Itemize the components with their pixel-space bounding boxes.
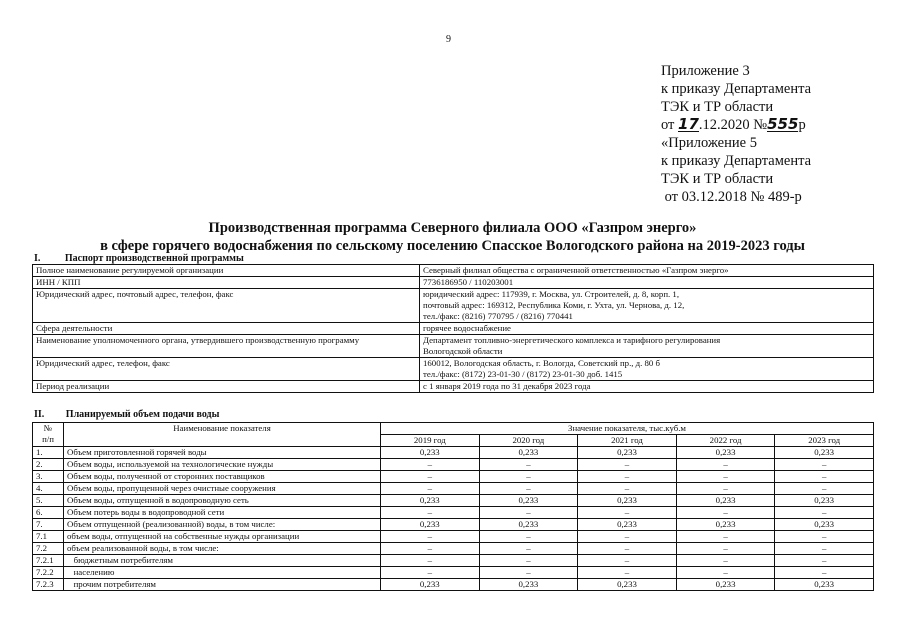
row-indicator-name: Объем воды, отпущенной в водопроводную сеть <box>64 495 381 507</box>
row-value: – <box>578 543 677 555</box>
appendix-line: к приказу Департамента <box>661 153 812 169</box>
passport-row <box>33 277 874 289</box>
row-indicator-name: объем реализованной воды, в том числе: <box>64 543 381 555</box>
row-value: 0,233 <box>381 495 480 507</box>
row-value: – <box>676 543 775 555</box>
handwritten-day: 17 <box>678 115 699 133</box>
row-value: – <box>479 543 578 555</box>
table-row <box>33 483 874 495</box>
section-2-number: II. <box>34 409 45 420</box>
row-value: – <box>578 531 677 543</box>
row-value: – <box>775 507 874 519</box>
row-value: 0,233 <box>578 519 677 531</box>
passport-value <box>420 358 874 381</box>
passport-value-line: почтовый адрес: 169312, Республика Коми, г. Ухта, ул. Чернова, д. 12, <box>423 300 685 310</box>
row-value: – <box>381 567 480 579</box>
document-title-line-1: Производственная программа Северного филиала ООО «Газпром энерго» <box>208 220 697 236</box>
date-rest: .12.2020 № <box>698 117 768 133</box>
passport-value-line: тел./факс: (8216) 770795 / (8216) 770441 <box>423 311 573 321</box>
passport-value-line: Вологодской области <box>423 346 503 356</box>
passport-value <box>420 289 874 323</box>
row-value: – <box>381 507 480 519</box>
row-indicator-name: Объем отпущенной (реализованной) воды, в том числе: <box>64 519 381 531</box>
passport-value-line: юридический адрес: 117939, г. Москва, ул. Строителей, д. 8, корп. 1, <box>423 289 680 299</box>
row-number: 7.2 <box>33 543 64 555</box>
row-value: – <box>578 567 677 579</box>
passport-value <box>420 323 874 335</box>
row-value: – <box>479 507 578 519</box>
row-number: 7.2.3 <box>33 579 64 591</box>
row-value: – <box>676 531 775 543</box>
passport-row <box>33 289 874 323</box>
header-year: 2019 год <box>381 435 480 447</box>
row-value: 0,233 <box>381 579 480 591</box>
row-value: – <box>676 483 775 495</box>
table-row <box>33 519 874 531</box>
passport-row <box>33 358 874 381</box>
appendix-date-line <box>661 116 811 134</box>
passport-value-line: 160012, Вологодская область, г. Вологда, Советский пр., д. 80 б <box>423 358 661 368</box>
row-indicator-name: Объем приготовленной горячей воды <box>64 447 381 459</box>
header-indicator-name: Наименование показателя <box>64 423 381 447</box>
handwritten-order-number: 555 <box>767 115 799 133</box>
water-volume-table <box>32 422 874 591</box>
row-value: – <box>775 471 874 483</box>
section-1-number: I. <box>34 253 41 264</box>
row-value: 0,233 <box>775 447 874 459</box>
row-value: 0,233 <box>775 495 874 507</box>
passport-row <box>33 335 874 358</box>
passport-label: ИНН / КПП <box>33 277 420 289</box>
passport-value-line: Департамент топливно-энергетического комплекса и тарифного регулирования <box>423 335 721 345</box>
row-value: 0,233 <box>479 519 578 531</box>
passport-label: Юридический адрес, почтовый адрес, телефон, факс <box>33 289 420 323</box>
row-indicator-name: Объем воды, пропущенной через очистные сооружения <box>64 483 381 495</box>
row-value: – <box>479 471 578 483</box>
row-value: – <box>676 555 775 567</box>
row-value: – <box>775 531 874 543</box>
row-value: – <box>479 483 578 495</box>
row-value: – <box>775 555 874 567</box>
row-number: 5. <box>33 495 64 507</box>
row-number: 3. <box>33 471 64 483</box>
appendix-line: ТЭК и ТР области <box>661 171 774 187</box>
table-row <box>33 507 874 519</box>
row-value: 0,233 <box>578 579 677 591</box>
row-value: – <box>381 531 480 543</box>
passport-row <box>33 323 874 335</box>
order-suffix: р <box>798 117 806 133</box>
row-value: – <box>775 567 874 579</box>
row-value: 0,233 <box>479 579 578 591</box>
table-row <box>33 495 874 507</box>
row-value: 0,233 <box>479 447 578 459</box>
appendix-block <box>661 62 811 206</box>
passport-label: Юридический адрес, телефон, факс <box>33 358 420 381</box>
passport-value-line: 7736186950 / 110203001 <box>423 277 514 287</box>
row-value: – <box>676 471 775 483</box>
document-title-line-2: в сфере горячего водоснабжения по сельскому поселению Спасское Вологодского района на 2019-2023 годы <box>100 238 805 254</box>
row-number: 6. <box>33 507 64 519</box>
row-value: – <box>381 555 480 567</box>
page-number: 9 <box>446 34 451 45</box>
row-value: – <box>578 459 677 471</box>
appendix-line: от 03.12.2018 № 489-р <box>661 189 802 205</box>
row-indicator-name: населению <box>64 567 381 579</box>
row-value: 0,233 <box>676 495 775 507</box>
table-row <box>33 471 874 483</box>
row-value: – <box>578 483 677 495</box>
row-value: – <box>578 507 677 519</box>
passport-value-line: Северный филиал общества с ограниченной ответственностью «Газпром энерго» <box>423 265 729 275</box>
row-value: – <box>578 555 677 567</box>
row-number: 7.1 <box>33 531 64 543</box>
passport-row <box>33 381 874 393</box>
row-indicator-name: бюджетным потребителям <box>64 555 381 567</box>
row-value: – <box>381 483 480 495</box>
header-value: Значение показателя, тыс.куб.м <box>381 423 874 435</box>
section-2-title: Планируемый объем подачи воды <box>65 409 220 420</box>
header-year: 2022 год <box>676 435 775 447</box>
appendix-line: «Приложение 5 <box>661 135 757 151</box>
table-row <box>33 567 874 579</box>
passport-value-line: с 1 января 2019 года по 31 декабря 2023 года <box>423 381 591 391</box>
date-prefix: от <box>661 117 675 133</box>
passport-value <box>420 335 874 358</box>
appendix-line: к приказу Департамента <box>661 81 812 97</box>
appendix-line: Приложение 3 <box>661 63 750 79</box>
row-indicator-name: Объем воды, полученной от сторонних поставщиков <box>64 471 381 483</box>
header-number: № п/п <box>33 423 64 447</box>
row-value: – <box>381 471 480 483</box>
passport-value <box>420 381 874 393</box>
table-row <box>33 459 874 471</box>
passport-value <box>420 277 874 289</box>
row-value: 0,233 <box>381 519 480 531</box>
passport-label: Сфера деятельности <box>33 323 420 335</box>
row-value: 0,233 <box>479 495 578 507</box>
row-value: – <box>479 567 578 579</box>
row-value: – <box>578 471 677 483</box>
header-year: 2020 год <box>479 435 578 447</box>
passport-label: Период реализации <box>33 381 420 393</box>
header-year: 2021 год <box>578 435 677 447</box>
passport-row <box>33 265 874 277</box>
row-value: – <box>479 555 578 567</box>
passport-value-line: горячее водоснабжение <box>423 323 511 333</box>
row-number: 1. <box>33 447 64 459</box>
row-value: – <box>775 543 874 555</box>
table-row <box>33 531 874 543</box>
row-value: – <box>775 483 874 495</box>
row-value: – <box>676 459 775 471</box>
appendix-line: ТЭК и ТР области <box>661 99 774 115</box>
row-indicator-name: объем воды, отпущенной на собственные нужды организации <box>64 531 381 543</box>
row-value: – <box>381 543 480 555</box>
row-value: 0,233 <box>578 495 677 507</box>
row-value: 0,233 <box>578 447 677 459</box>
header-year: 2023 год <box>775 435 874 447</box>
section-2-heading <box>34 409 219 420</box>
section-1-heading <box>34 253 244 264</box>
row-value: – <box>775 459 874 471</box>
row-number: 4. <box>33 483 64 495</box>
section-1-title: Паспорт производственной программы <box>64 253 244 264</box>
table-row <box>33 579 874 591</box>
passport-value-line: тел./факс: (8172) 23-01-30 / (8172) 23-01-30 доб. 1415 <box>423 369 623 379</box>
row-number: 7. <box>33 519 64 531</box>
row-value: – <box>676 507 775 519</box>
row-number: 7.2.1 <box>33 555 64 567</box>
row-value: – <box>676 567 775 579</box>
passport-label: Наименование уполномоченного органа, утвердившего производственную программу <box>33 335 420 358</box>
passport-table <box>32 264 874 393</box>
passport-value <box>420 265 874 277</box>
table-row <box>33 555 874 567</box>
row-number: 7.2.2 <box>33 567 64 579</box>
passport-label: Полное наименование регулируемой организации <box>33 265 420 277</box>
row-value: – <box>381 459 480 471</box>
row-indicator-name: прочим потребителям <box>64 579 381 591</box>
table-row <box>33 543 874 555</box>
row-value: – <box>479 459 578 471</box>
row-value: 0,233 <box>676 447 775 459</box>
table-row <box>33 447 874 459</box>
row-value: – <box>479 531 578 543</box>
row-value: 0,233 <box>676 519 775 531</box>
row-value: 0,233 <box>775 519 874 531</box>
row-value: 0,233 <box>676 579 775 591</box>
row-indicator-name: Объем потерь воды в водопроводной сети <box>64 507 381 519</box>
row-value: 0,233 <box>381 447 480 459</box>
row-number: 2. <box>33 459 64 471</box>
row-value: 0,233 <box>775 579 874 591</box>
row-indicator-name: Объем воды, используемой на технологические нужды <box>64 459 381 471</box>
